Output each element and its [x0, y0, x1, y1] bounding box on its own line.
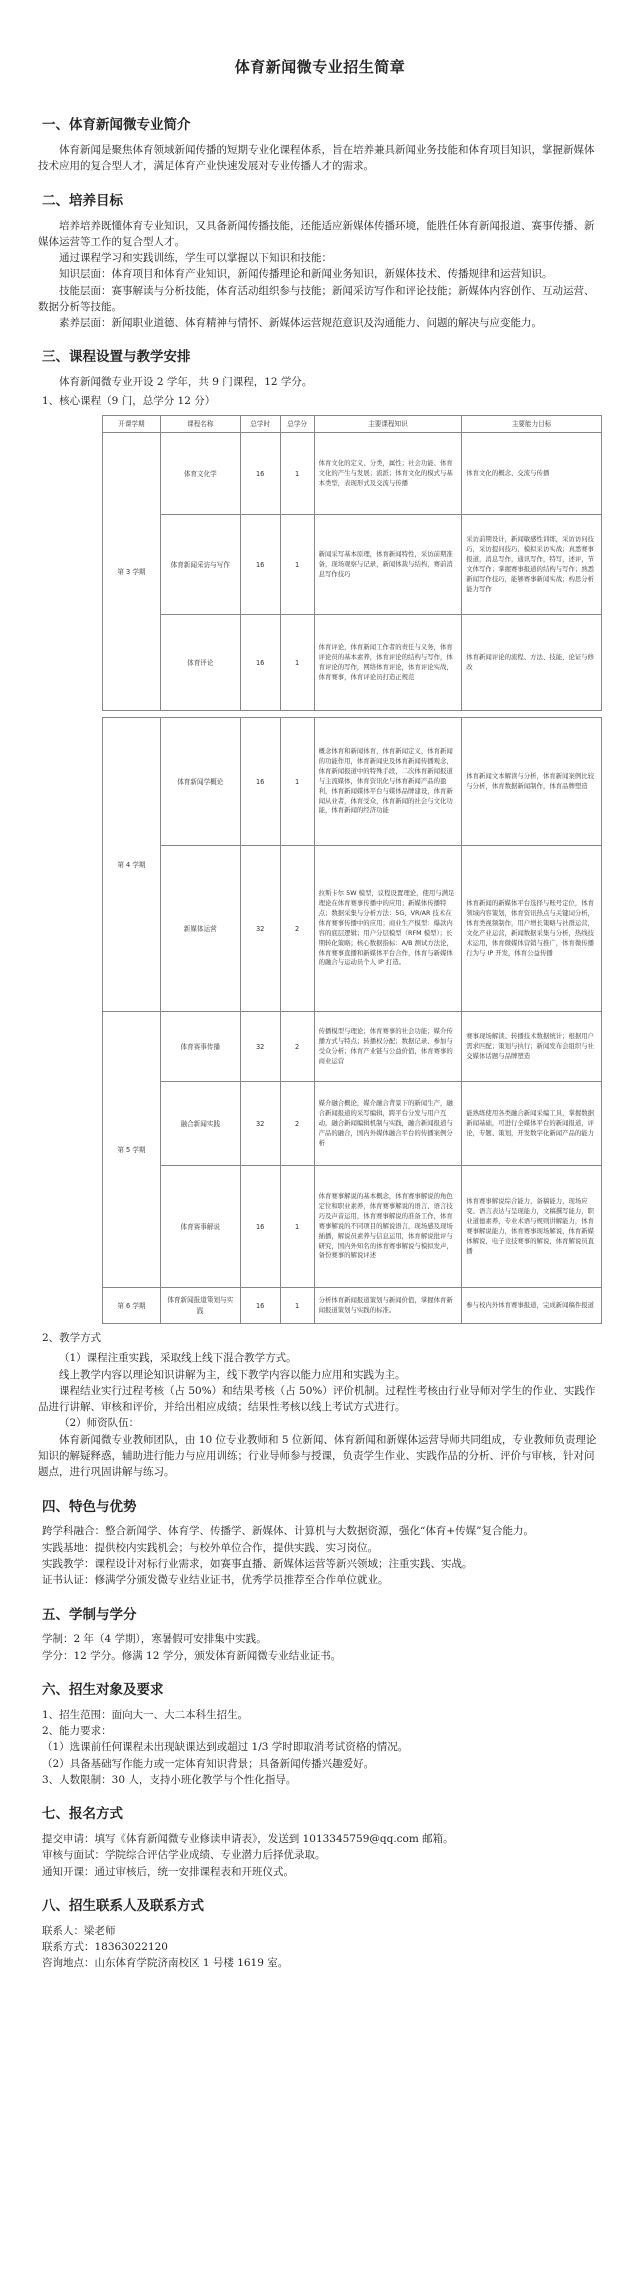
- course-table-part-1: [102, 415, 602, 711]
- course-credits: 1: [280, 615, 314, 711]
- column-header: 主要课程知识: [314, 415, 462, 432]
- course-knowledge: 体育文化的定义、分类，属性；社会功能、体育文化的产生与发展；流派；体育文化的模式与基本类型，表现形式及交流与传播: [314, 433, 462, 515]
- section-heading: 三、课程设置与教学安排: [42, 349, 191, 366]
- paragraph: 课程结业实行过程考核（占 50%）和结果考核（占 50%）评价机制。过程性考核由行业导师对学生的作业、实践作品进行讲解、审核和评价，并给出相应成绩；结果性考核以线上考试方式进行。: [38, 1384, 596, 1414]
- course-name: 体育文化学: [160, 433, 240, 515]
- paragraph: 证书认证：修满学分颁发微专业结业证书，优秀学员推荐至合作单位就业。: [42, 1574, 389, 1587]
- semester-cell: 第 6 学期: [103, 1288, 161, 1324]
- course-credits: 1: [280, 433, 314, 515]
- column-header: 开课学期: [103, 415, 161, 432]
- course-hours: 32: [240, 846, 280, 1012]
- paragraph: 素养层面：新闻职业道德、体育精神与情怀、新媒体运营规范意识及沟通能力、问题的解决与应变能力。: [59, 317, 542, 330]
- course-name: 体育赛事传播: [160, 1012, 240, 1082]
- paragraph: （1）课程注重实践，采取线上线下混合教学方式。: [59, 1352, 297, 1365]
- page-title: 体育新闻微专业招生简章: [234, 58, 406, 76]
- paragraph: （2）师资队伍：: [59, 1417, 140, 1430]
- paragraph: 实践教学：课程设计对标行业需求，如赛事直播、新媒体运营等新兴领域；注重实践、实战。: [42, 1558, 473, 1570]
- course-knowledge: 新闻采写基本原理，体育新闻特性，采访前期准备，现场观察与记录，新闻体裁与结构，赛前消息写作技巧: [314, 515, 462, 615]
- course-knowledge: 媒介融合概论，媒介融合背景下的新闻生产，融合新闻报道的采写编辑，跨平台分发与用户互动，融合新闻编辑机制与实践，融合新闻报道与产品的融合，国内外媒体融合平台的传播案例分析: [314, 1082, 462, 1166]
- section-heading: 二、培养目标: [42, 192, 123, 209]
- course-ability: 采访前期设计，新闻敏感性训练，采访访问技巧，采访提问技巧，模拟采访实战；真悉赛事报道，消息写作，通讯写作，特写，述评，节文体写作；掌握赛事报道的结构与写作；熟悉新闻写作技巧，能够赛事新闻实战；构思分析能力写作: [462, 515, 602, 615]
- course-credits: 1: [280, 1166, 314, 1288]
- paragraph: 1、招生范围：面向大一、大二本科生招生。: [42, 1708, 249, 1721]
- course-name: 体育评论: [160, 615, 240, 711]
- course-knowledge: 体育赛事解说的基本概念，体育赛事解说的角色定位和职业素养，体育赛事解说的语言、语言技巧及声音运用，体育赛事解说的准备工作，体育赛事解说的不同项目的解说语言，现场感及现场插播，解说员素养与信息运用，体育解说批评与研究，国内外知名的体育赛事解说与模拟发声，备份赛事的解说评述: [314, 1166, 462, 1288]
- course-ability: 体育新闻的新媒体平台选择与账号定位，体育领域内容策划，体育资讯热点与关键词分析，体育类视频制作，用户增长策略与社群运营，文化产业运营，新闻数据采集与分析，热线技术运用，体育微媒体营销与推广，体育微传播行为与 IP 开发，体育公益传播: [462, 846, 602, 1012]
- course-knowledge: 体育评论，体育新闻工作者的责任与义务，体育评论员的基本素养，体育评论的结构与写作，体育评论的写作，网络体育评论，体育评论实战，体育赛事，体育评论员打造正规范: [314, 615, 462, 711]
- course-hours: 16: [240, 1288, 280, 1324]
- section-heading: 七、报名方式: [42, 1806, 123, 1823]
- course-name: 体育赛事解说: [160, 1166, 240, 1288]
- course-credits: 2: [280, 846, 314, 1012]
- course-hours: 16: [240, 433, 280, 515]
- table-row: [103, 615, 602, 711]
- contact-address: 咨询地点：山东体育学院济南校区 1 号楼 1619 室。: [42, 1957, 289, 1970]
- course-ability: 体育新闻文本解读与分析，体育新闻案例比较与分析，体育数据新闻制作，体育品牌塑造: [462, 718, 602, 846]
- paragraph: 知识层面：体育项目和体育产业知识，新闻传播理论和新闻业务知识，新媒体技术、传播规律和运营知识。: [59, 268, 553, 281]
- course-knowledge: 概念体育和新闻体育，体育新闻定义，体育新闻的功能作用，体育新闻史及体育新闻传播观念，体育新闻报道中的特殊手段，二次体育新闻报道与主流媒体，体育资讯化与体育新闻产品的盈利，体育新闻媒体平台与媒体品牌建设，体育新闻从业者，体育受众，体育新闻的社会与文化功能，体育新闻的经济功能: [314, 718, 462, 846]
- section-duration: [38, 1605, 602, 1664]
- course-ability: 体育文化的概念、交流与传播: [462, 433, 602, 515]
- column-header: 课程名称: [160, 415, 240, 432]
- course-ability: 能熟练使用各类融合新闻采编工具，掌握数据新闻基础，可进行全媒体平台的新闻报道，评论，专题、策划，开发数字化新闻产品的能力: [462, 1082, 602, 1166]
- section-curriculum: [38, 347, 602, 1480]
- table-row: [103, 1166, 602, 1288]
- course-hours: 32: [240, 1082, 280, 1166]
- course-credits: 1: [280, 515, 314, 615]
- paragraph: 3、人数限制：30 人，支持小班化教学与个性化指导。: [42, 1773, 297, 1786]
- course-credits: 1: [280, 718, 314, 846]
- course-name: 体育新闻报道策划与实践: [160, 1288, 240, 1324]
- section-enrollment: [38, 1680, 602, 1788]
- paragraph: 体育新闻微专业开设 2 学年，共 9 门课程，12 学分。: [59, 376, 313, 389]
- table-row: [103, 846, 602, 1012]
- course-credits: 2: [280, 1012, 314, 1082]
- section-contact: [38, 1896, 602, 1972]
- course-ability: 参与校内外体育赛事报道，完成新闻稿件报道: [462, 1288, 602, 1324]
- paragraph: 线上教学内容以理论知识讲解为主，线下教学内容以能力应用和实践为主。: [59, 1368, 406, 1381]
- course-ability: 体育赛事解说综合能力，备稿能力，现场应变、语言表达与呈现能力，文稿撰写能力，职业道德素养，专业术语与规则讲解能力，体育赛事解说能力，体育赛事现场解说，体育新媒体解说，电子竞技赛事的解说，体育解说员直播: [462, 1166, 602, 1288]
- course-name: 新媒体运营: [160, 846, 240, 1012]
- paragraph: 实践基地：提供校内实践机会；与校外单位合作，提供实践、实习岗位。: [42, 1541, 378, 1554]
- table-row: [103, 515, 602, 615]
- course-ability: 体育新闻评论的流程、方法、技能、论证与修改: [462, 615, 602, 711]
- paragraph: （2）具备基础写作能力或一定体育知识背景；具备新闻传播兴趣爱好。: [42, 1757, 375, 1770]
- semester-cell: 第 3 学期: [103, 433, 161, 711]
- course-hours: 16: [240, 718, 280, 846]
- section-heading: 八、招生联系人及联系方式: [42, 1897, 204, 1914]
- course-hours: 16: [240, 615, 280, 711]
- course-name: 体育新闻采访与写作: [160, 515, 240, 615]
- subheading: 1、核心课程（9 门，总学分 12 分）: [42, 394, 216, 407]
- table-row: [103, 1082, 602, 1166]
- paragraph: 提交申请：填写《体育新闻微专业修读申请表》，发送到 1013345759@qq.com 邮箱。: [42, 1833, 454, 1846]
- section-application: [38, 1804, 602, 1880]
- section-heading: 四、特色与优势: [42, 1498, 137, 1515]
- course-credits: 2: [280, 1082, 314, 1166]
- course-knowledge: 分析体育新闻报道策划与新闻价值，掌握体育新闻报道策划与实践的标准。: [314, 1288, 462, 1324]
- course-hours: 32: [240, 1012, 280, 1082]
- paragraph: 跨学科融合：整合新闻学、体育学、传播学、新媒体、计算机与大数据资源，强化“体育+传媒”复合能力。: [42, 1525, 535, 1538]
- section-heading: 六、招生对象及要求: [42, 1681, 164, 1698]
- paragraph: 技能层面：赛事解读与分析技能，体育活动组织参与技能；新闻采访写作和评论技能；新媒体内容创作、互动运营、数据分析等技能。: [38, 284, 595, 313]
- table-header-row: [103, 415, 602, 432]
- column-header: 主要能力目标: [462, 415, 602, 432]
- table-row: [103, 1012, 602, 1082]
- paragraph: 培养培养既懂体育专业知识，又具备新闻传播技能，还能适应新媒体传播环境，能胜任体育新闻报道、赛事传播、新媒体运营等工作的复合型人才。: [38, 219, 595, 248]
- course-name: 体育新闻学概论: [160, 718, 240, 846]
- table-row: [103, 1288, 602, 1324]
- course-table-part-2: [102, 717, 602, 1324]
- course-knowledge: 传播模型与理论；体育赛事的社会功能；媒介传播方式与特点；转播权分配；数据记录、参加与受众分析；体育产业链与公益价值，体育赛事的商业运营: [314, 1012, 462, 1082]
- section-goals: [38, 191, 602, 332]
- paragraph: 通知开课：通过审核后，统一安排课程表和开班仪式。: [42, 1865, 294, 1878]
- course-hours: 16: [240, 1166, 280, 1288]
- section-heading: 五、学制与学分: [42, 1606, 137, 1623]
- paragraph: 审核与面试：学院综合评估学业成绩、专业潜力后择优录取。: [42, 1849, 326, 1862]
- paragraph: （1）选课前任何课程未出现缺课达到或超过 1/3 学时即取消考试资格的情况。: [42, 1741, 409, 1754]
- subheading: 2、教学方式: [42, 1332, 102, 1345]
- paragraph: 学分：12 学分。修满 12 学分，颁发体育新闻微专业结业证书。: [42, 1649, 342, 1662]
- section-heading: 一、体育新闻微专业简介: [42, 117, 191, 134]
- section-intro: [38, 115, 602, 174]
- paragraph: 体育新闻微专业教师团队，由 10 位专业教师和 5 位新闻、体育新闻和新媒体运营导师共同组成，专业教师负责理论知识的解疑释惑，辅助进行能力与应用训练；行业导师参与授课，负责学生作业、实践作品的分析、评价与审核，针对问题点，进行巩固讲解与练习。: [38, 1433, 597, 1479]
- table-row: [103, 433, 602, 515]
- paragraph: 学制：2 年（4 学期），寒暑假可安排集中实践。: [42, 1633, 267, 1646]
- course-ability: 赛事现场解读、转播技术数据统计；根据用户需求匹配；策划与执行；新闻发布会组织与社交媒体话题与品牌塑造: [462, 1012, 602, 1082]
- course-credits: 1: [280, 1288, 314, 1324]
- contact-phone: 联系方式：18363022120: [42, 1941, 168, 1954]
- course-hours: 16: [240, 515, 280, 615]
- column-header: 总学分: [280, 415, 314, 432]
- semester-cell: 第 4 学期: [103, 718, 161, 1012]
- column-header: 总学时: [240, 415, 280, 432]
- course-name: 融合新闻实践: [160, 1082, 240, 1166]
- paragraph: 通过课程学习和实践训练，学生可以掌握以下知识和技能：: [59, 252, 332, 265]
- paragraph: 体育新闻是聚焦体育领域新闻传播的短期专业化课程体系，旨在培养兼具新闻业务技能和体育项目知识，掌握新媒体技术应用的复合型人才，满足体育产业快速发展对专业传播人才的需求。: [38, 144, 595, 173]
- section-features: [38, 1497, 602, 1589]
- paragraph: 2、能力要求：: [42, 1725, 112, 1738]
- course-knowledge: 拉斯卡尔 5W 模型，议程设置理论，使用与满足理论在体育赛事传播中的应用；新媒体传播特点；数据采集与分析方法：5G、VR/AR 技术在体育赛事传播中的应用；商业生产模型：爆款内容的底层逻辑；用户分层模型（RFM 模型）；长期转化策略；核心数据指标：A/B 测试方法论，体育赛事直播和新媒体平台合作，体育与新媒体的融合与运动员个人 IP 打造。: [314, 846, 462, 1012]
- semester-cell: 第 5 学期: [103, 1012, 161, 1288]
- contact-person: 联系人：梁老师: [42, 1924, 116, 1937]
- table-row: [103, 718, 602, 846]
